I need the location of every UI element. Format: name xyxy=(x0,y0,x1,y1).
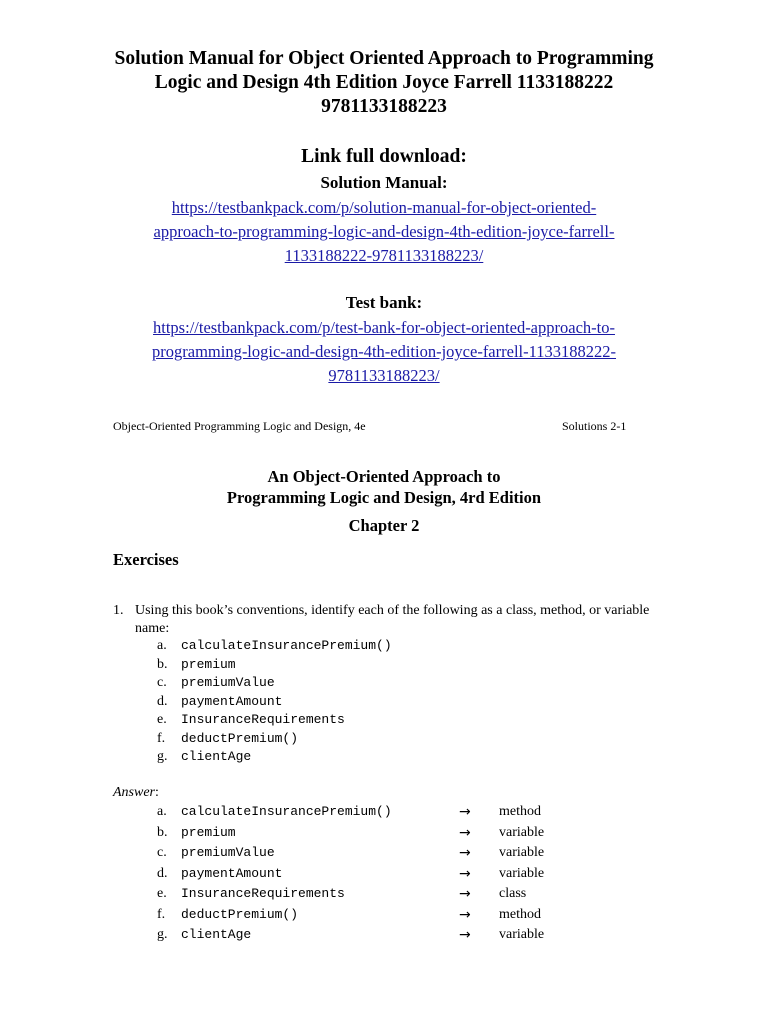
item-kind: method xyxy=(499,906,541,922)
item-kind: variable xyxy=(499,927,545,942)
url-line[interactable]: programming-logic-and-design-4th-edition-joyce-farrell-1133188222- xyxy=(152,342,616,361)
right-arrow-icon: → xyxy=(459,845,471,861)
list-item xyxy=(157,748,392,767)
item-letter: c. xyxy=(157,845,167,860)
book-title-line: Programming Logic and Design, 4rd Edition xyxy=(226,488,542,507)
item-letter: g. xyxy=(157,749,168,764)
url-line[interactable]: approach-to-programming-logic-and-design-4th-edition-joyce-farrell- xyxy=(153,222,615,241)
item-kind: class xyxy=(499,886,527,901)
answer-label-colon: : xyxy=(155,785,159,800)
title-line: 9781133188223 xyxy=(321,96,447,117)
url-line[interactable]: https://testbankpack.com/p/solution-manual-for-object-oriented- xyxy=(171,198,597,217)
item-letter: a. xyxy=(157,638,167,653)
list-item xyxy=(157,905,541,926)
list-item xyxy=(157,925,545,946)
item-code: premiumValue xyxy=(181,845,275,860)
item-letter: b. xyxy=(157,824,168,840)
item-letter: f. xyxy=(157,906,166,922)
item-letter: e. xyxy=(157,886,167,901)
item-code: deductPremium() xyxy=(181,906,299,922)
right-arrow-icon: → xyxy=(459,906,471,923)
list-item xyxy=(157,823,545,844)
list-item xyxy=(157,864,545,885)
running-header-left: Object-Oriented Programming Logic and Design, 4e xyxy=(113,419,366,433)
item-letter: c. xyxy=(157,675,167,690)
item-kind: variable xyxy=(499,845,545,860)
item-letter: g. xyxy=(157,927,168,942)
title-line: Solution Manual for Object Oriented Approach to Programming xyxy=(114,48,654,69)
item-letter: e. xyxy=(157,712,167,727)
url-line[interactable]: 1133188222-9781133188223/ xyxy=(284,246,484,265)
solution-manual-url[interactable] xyxy=(60,196,708,268)
right-arrow-icon: → xyxy=(459,886,471,902)
list-item xyxy=(157,730,392,749)
running-header-right: Solutions 2-1 xyxy=(562,419,627,433)
chapter-label: Chapter 2 xyxy=(348,516,420,535)
item-code: InsuranceRequirements xyxy=(181,712,345,727)
right-arrow-icon: → xyxy=(459,824,471,841)
answer-label-text: Answer xyxy=(113,785,155,800)
list-item xyxy=(157,711,392,730)
right-arrow-icon: → xyxy=(459,804,471,820)
item-code: clientAge xyxy=(181,927,252,942)
link-full-download-heading: Link full download: xyxy=(301,146,467,167)
item-code: premium xyxy=(181,656,236,672)
question-items xyxy=(157,637,392,767)
url-line[interactable]: https://testbankpack.com/p/test-bank-for-object-oriented-approach-to- xyxy=(153,318,615,337)
test-bank-label: Test bank: xyxy=(345,293,423,312)
list-item xyxy=(157,693,392,712)
solution-manual-label: Solution Manual: xyxy=(320,173,448,192)
list-item xyxy=(157,637,392,656)
question-number: 1. xyxy=(113,603,124,618)
test-bank-link[interactable] xyxy=(60,316,708,388)
item-code: paymentAmount xyxy=(181,865,283,881)
item-letter: f. xyxy=(157,730,166,746)
document-title xyxy=(40,47,728,119)
item-code: deductPremium() xyxy=(181,730,299,746)
list-item xyxy=(157,802,541,823)
item-letter: d. xyxy=(157,693,168,709)
right-arrow-icon: → xyxy=(459,927,471,943)
test-bank-url[interactable] xyxy=(60,316,708,388)
url-line[interactable]: 9781133188223/ xyxy=(328,366,440,385)
item-code: InsuranceRequirements xyxy=(181,886,345,901)
list-item xyxy=(157,884,527,905)
item-letter: d. xyxy=(157,865,168,881)
item-letter: a. xyxy=(157,804,167,819)
solution-manual-link[interactable] xyxy=(60,196,708,268)
item-code: paymentAmount xyxy=(181,693,283,709)
item-code: calculateInsurancePremium() xyxy=(181,638,392,653)
item-code: calculateInsurancePremium() xyxy=(181,804,392,819)
question-text: Using this book’s conventions, identify each of the following as a class, method, or variable name: xyxy=(135,603,650,636)
list-item xyxy=(157,843,545,864)
item-kind: variable xyxy=(499,865,545,881)
item-kind: variable xyxy=(499,824,545,840)
answer-items xyxy=(157,802,545,946)
answer-label xyxy=(113,784,159,802)
item-kind: method xyxy=(499,804,541,819)
title-line: Logic and Design 4th Edition Joyce Farrell 1133188222 xyxy=(154,72,614,93)
list-item xyxy=(157,674,392,693)
book-title-line: An Object-Oriented Approach to xyxy=(267,467,501,486)
item-code: premium xyxy=(181,824,236,840)
exercises-heading: Exercises xyxy=(113,550,179,569)
item-letter: b. xyxy=(157,656,168,672)
list-item xyxy=(157,656,392,675)
right-arrow-icon: → xyxy=(459,865,471,882)
item-code: premiumValue xyxy=(181,675,275,690)
item-code: clientAge xyxy=(181,749,252,764)
